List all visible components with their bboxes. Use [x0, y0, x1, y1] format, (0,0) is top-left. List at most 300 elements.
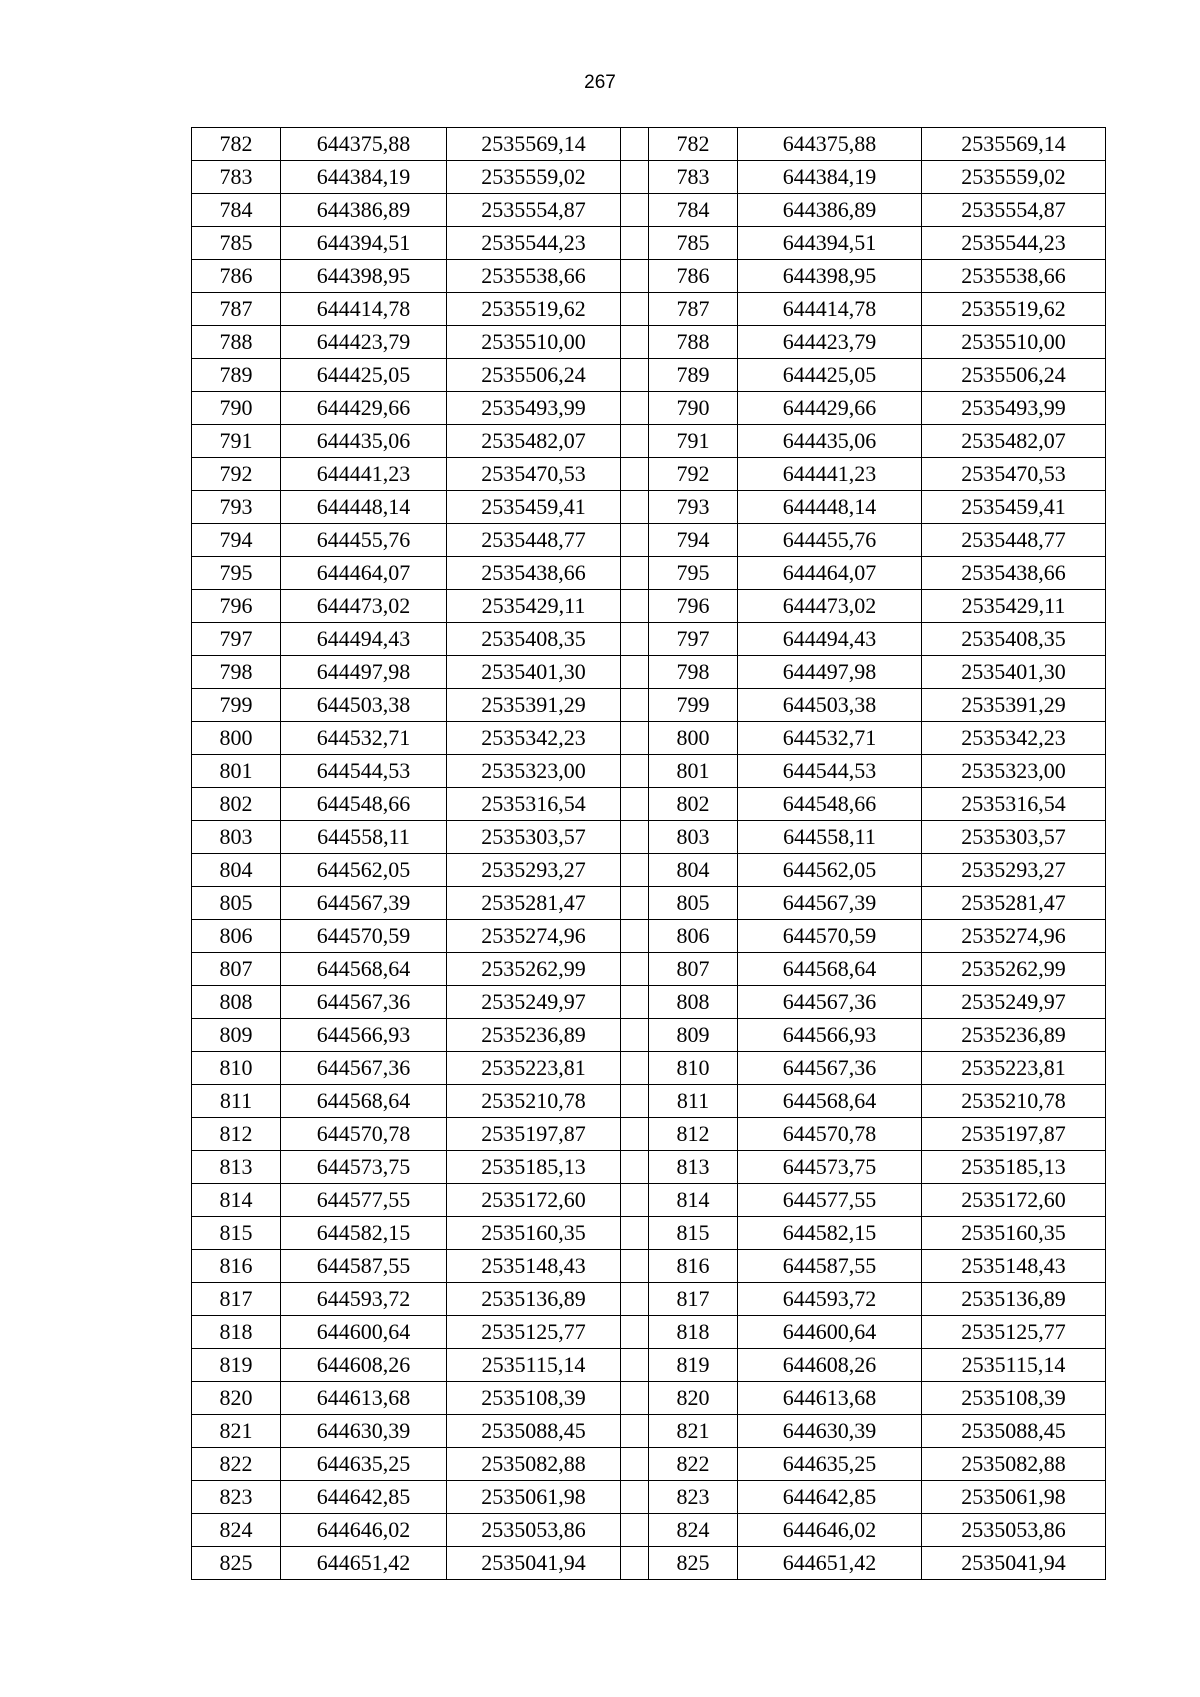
x-coordinate-2-cell: 644613,68: [738, 1382, 922, 1415]
spacer-cell: [621, 1382, 649, 1415]
y-coordinate-cell: 2535470,53: [447, 458, 621, 491]
point-number-2-cell: 804: [649, 854, 738, 887]
y-coordinate-2-cell: 2535160,35: [922, 1217, 1106, 1250]
point-number-2-cell: 794: [649, 524, 738, 557]
point-number-2-cell: 801: [649, 755, 738, 788]
point-number-cell: 794: [192, 524, 281, 557]
y-coordinate-2-cell: 2535559,02: [922, 161, 1106, 194]
spacer-cell: [621, 689, 649, 722]
x-coordinate-cell: 644568,64: [281, 953, 447, 986]
table-row: [192, 260, 1106, 293]
x-coordinate-cell: 644642,85: [281, 1481, 447, 1514]
point-number-2-cell: 795: [649, 557, 738, 590]
table-row: [192, 1415, 1106, 1448]
point-number-cell: 788: [192, 326, 281, 359]
y-coordinate-2-cell: 2535544,23: [922, 227, 1106, 260]
y-coordinate-cell: 2535569,14: [447, 128, 621, 161]
y-coordinate-2-cell: 2535303,57: [922, 821, 1106, 854]
spacer-cell: [621, 1349, 649, 1382]
point-number-cell: 790: [192, 392, 281, 425]
point-number-cell: 819: [192, 1349, 281, 1382]
y-coordinate-cell: 2535223,81: [447, 1052, 621, 1085]
table-row: [192, 1019, 1106, 1052]
point-number-2-cell: 818: [649, 1316, 738, 1349]
x-coordinate-cell: 644558,11: [281, 821, 447, 854]
x-coordinate-2-cell: 644464,07: [738, 557, 922, 590]
y-coordinate-2-cell: 2535223,81: [922, 1052, 1106, 1085]
y-coordinate-2-cell: 2535519,62: [922, 293, 1106, 326]
spacer-cell: [621, 161, 649, 194]
point-number-cell: 786: [192, 260, 281, 293]
spacer-cell: [621, 227, 649, 260]
spacer-cell: [621, 986, 649, 1019]
x-coordinate-cell: 644423,79: [281, 326, 447, 359]
x-coordinate-cell: 644435,06: [281, 425, 447, 458]
point-number-cell: 782: [192, 128, 281, 161]
x-coordinate-cell: 644548,66: [281, 788, 447, 821]
x-coordinate-2-cell: 644573,75: [738, 1151, 922, 1184]
point-number-cell: 800: [192, 722, 281, 755]
y-coordinate-cell: 2535506,24: [447, 359, 621, 392]
spacer-cell: [621, 722, 649, 755]
point-number-cell: 799: [192, 689, 281, 722]
point-number-2-cell: 809: [649, 1019, 738, 1052]
y-coordinate-2-cell: 2535082,88: [922, 1448, 1106, 1481]
spacer-cell: [621, 1052, 649, 1085]
y-coordinate-cell: 2535115,14: [447, 1349, 621, 1382]
y-coordinate-cell: 2535274,96: [447, 920, 621, 953]
y-coordinate-2-cell: 2535408,35: [922, 623, 1106, 656]
point-number-2-cell: 822: [649, 1448, 738, 1481]
x-coordinate-2-cell: 644567,36: [738, 986, 922, 1019]
y-coordinate-cell: 2535125,77: [447, 1316, 621, 1349]
y-coordinate-2-cell: 2535236,89: [922, 1019, 1106, 1052]
point-number-cell: 808: [192, 986, 281, 1019]
point-number-2-cell: 817: [649, 1283, 738, 1316]
x-coordinate-cell: 644613,68: [281, 1382, 447, 1415]
x-coordinate-cell: 644608,26: [281, 1349, 447, 1382]
x-coordinate-2-cell: 644587,55: [738, 1250, 922, 1283]
y-coordinate-cell: 2535249,97: [447, 986, 621, 1019]
y-coordinate-cell: 2535342,23: [447, 722, 621, 755]
table-row: [192, 1118, 1106, 1151]
y-coordinate-2-cell: 2535554,87: [922, 194, 1106, 227]
y-coordinate-2-cell: 2535470,53: [922, 458, 1106, 491]
x-coordinate-2-cell: 644423,79: [738, 326, 922, 359]
point-number-2-cell: 820: [649, 1382, 738, 1415]
point-number-2-cell: 825: [649, 1547, 738, 1580]
point-number-2-cell: 808: [649, 986, 738, 1019]
point-number-cell: 817: [192, 1283, 281, 1316]
spacer-cell: [621, 1481, 649, 1514]
x-coordinate-2-cell: 644435,06: [738, 425, 922, 458]
y-coordinate-cell: 2535316,54: [447, 788, 621, 821]
point-number-2-cell: 782: [649, 128, 738, 161]
point-number-2-cell: 802: [649, 788, 738, 821]
point-number-2-cell: 799: [649, 689, 738, 722]
y-coordinate-cell: 2535538,66: [447, 260, 621, 293]
x-coordinate-2-cell: 644642,85: [738, 1481, 922, 1514]
spacer-cell: [621, 557, 649, 590]
y-coordinate-2-cell: 2535493,99: [922, 392, 1106, 425]
spacer-cell: [621, 788, 649, 821]
x-coordinate-2-cell: 644646,02: [738, 1514, 922, 1547]
point-number-2-cell: 792: [649, 458, 738, 491]
y-coordinate-2-cell: 2535316,54: [922, 788, 1106, 821]
x-coordinate-2-cell: 644558,11: [738, 821, 922, 854]
y-coordinate-2-cell: 2535210,78: [922, 1085, 1106, 1118]
point-number-cell: 824: [192, 1514, 281, 1547]
x-coordinate-cell: 644398,95: [281, 260, 447, 293]
point-number-cell: 825: [192, 1547, 281, 1580]
table-row: [192, 161, 1106, 194]
x-coordinate-2-cell: 644630,39: [738, 1415, 922, 1448]
y-coordinate-2-cell: 2535088,45: [922, 1415, 1106, 1448]
point-number-2-cell: 816: [649, 1250, 738, 1283]
x-coordinate-2-cell: 644414,78: [738, 293, 922, 326]
point-number-2-cell: 815: [649, 1217, 738, 1250]
x-coordinate-cell: 644386,89: [281, 194, 447, 227]
point-number-cell: 791: [192, 425, 281, 458]
x-coordinate-2-cell: 644593,72: [738, 1283, 922, 1316]
x-coordinate-cell: 644570,78: [281, 1118, 447, 1151]
x-coordinate-cell: 644464,07: [281, 557, 447, 590]
point-number-2-cell: 789: [649, 359, 738, 392]
table-row: [192, 1382, 1106, 1415]
y-coordinate-2-cell: 2535569,14: [922, 128, 1106, 161]
spacer-cell: [621, 1415, 649, 1448]
x-coordinate-cell: 644582,15: [281, 1217, 447, 1250]
y-coordinate-cell: 2535544,23: [447, 227, 621, 260]
table-row: [192, 1151, 1106, 1184]
y-coordinate-cell: 2535482,07: [447, 425, 621, 458]
table-row: [192, 689, 1106, 722]
point-number-cell: 821: [192, 1415, 281, 1448]
point-number-2-cell: 823: [649, 1481, 738, 1514]
point-number-cell: 820: [192, 1382, 281, 1415]
y-coordinate-2-cell: 2535053,86: [922, 1514, 1106, 1547]
x-coordinate-cell: 644568,64: [281, 1085, 447, 1118]
point-number-2-cell: 821: [649, 1415, 738, 1448]
x-coordinate-2-cell: 644562,05: [738, 854, 922, 887]
table-row: [192, 920, 1106, 953]
table-row: [192, 1052, 1106, 1085]
point-number-2-cell: 807: [649, 953, 738, 986]
x-coordinate-2-cell: 644567,39: [738, 887, 922, 920]
y-coordinate-2-cell: 2535391,29: [922, 689, 1106, 722]
spacer-cell: [621, 359, 649, 392]
spacer-cell: [621, 1184, 649, 1217]
x-coordinate-2-cell: 644548,66: [738, 788, 922, 821]
y-coordinate-2-cell: 2535197,87: [922, 1118, 1106, 1151]
table-row: [192, 293, 1106, 326]
x-coordinate-cell: 644384,19: [281, 161, 447, 194]
x-coordinate-cell: 644394,51: [281, 227, 447, 260]
spacer-cell: [621, 392, 649, 425]
y-coordinate-2-cell: 2535506,24: [922, 359, 1106, 392]
x-coordinate-2-cell: 644497,98: [738, 656, 922, 689]
spacer-cell: [621, 656, 649, 689]
x-coordinate-cell: 644630,39: [281, 1415, 447, 1448]
y-coordinate-cell: 2535262,99: [447, 953, 621, 986]
point-number-cell: 793: [192, 491, 281, 524]
x-coordinate-2-cell: 644568,64: [738, 953, 922, 986]
point-number-2-cell: 788: [649, 326, 738, 359]
x-coordinate-2-cell: 644570,59: [738, 920, 922, 953]
point-number-2-cell: 791: [649, 425, 738, 458]
table-row: [192, 1349, 1106, 1382]
point-number-2-cell: 783: [649, 161, 738, 194]
x-coordinate-cell: 644497,98: [281, 656, 447, 689]
table-row: [192, 1316, 1106, 1349]
x-coordinate-cell: 644635,25: [281, 1448, 447, 1481]
y-coordinate-cell: 2535429,11: [447, 590, 621, 623]
y-coordinate-cell: 2535448,77: [447, 524, 621, 557]
x-coordinate-cell: 644600,64: [281, 1316, 447, 1349]
y-coordinate-cell: 2535088,45: [447, 1415, 621, 1448]
y-coordinate-2-cell: 2535438,66: [922, 557, 1106, 590]
y-coordinate-2-cell: 2535061,98: [922, 1481, 1106, 1514]
x-coordinate-2-cell: 644441,23: [738, 458, 922, 491]
x-coordinate-2-cell: 644635,25: [738, 1448, 922, 1481]
x-coordinate-2-cell: 644566,93: [738, 1019, 922, 1052]
table-row: [192, 359, 1106, 392]
y-coordinate-2-cell: 2535172,60: [922, 1184, 1106, 1217]
y-coordinate-cell: 2535459,41: [447, 491, 621, 524]
x-coordinate-cell: 644441,23: [281, 458, 447, 491]
y-coordinate-2-cell: 2535459,41: [922, 491, 1106, 524]
x-coordinate-cell: 644646,02: [281, 1514, 447, 1547]
table-row: [192, 227, 1106, 260]
y-coordinate-cell: 2535185,13: [447, 1151, 621, 1184]
y-coordinate-cell: 2535281,47: [447, 887, 621, 920]
point-number-cell: 784: [192, 194, 281, 227]
table-row: [192, 194, 1106, 227]
y-coordinate-cell: 2535493,99: [447, 392, 621, 425]
x-coordinate-2-cell: 644532,71: [738, 722, 922, 755]
table-row: [192, 854, 1106, 887]
table-row: [192, 1514, 1106, 1547]
y-coordinate-cell: 2535438,66: [447, 557, 621, 590]
x-coordinate-2-cell: 644608,26: [738, 1349, 922, 1382]
table-row: [192, 425, 1106, 458]
point-number-2-cell: 786: [649, 260, 738, 293]
y-coordinate-2-cell: 2535108,39: [922, 1382, 1106, 1415]
x-coordinate-2-cell: 644455,76: [738, 524, 922, 557]
y-coordinate-cell: 2535559,02: [447, 161, 621, 194]
y-coordinate-cell: 2535136,89: [447, 1283, 621, 1316]
x-coordinate-2-cell: 644582,15: [738, 1217, 922, 1250]
x-coordinate-2-cell: 644651,42: [738, 1547, 922, 1580]
spacer-cell: [621, 590, 649, 623]
point-number-cell: 809: [192, 1019, 281, 1052]
coordinates-table-body: [192, 128, 1106, 1580]
x-coordinate-2-cell: 644544,53: [738, 755, 922, 788]
y-coordinate-cell: 2535108,39: [447, 1382, 621, 1415]
point-number-2-cell: 812: [649, 1118, 738, 1151]
point-number-2-cell: 824: [649, 1514, 738, 1547]
table-row: [192, 392, 1106, 425]
table-row: [192, 953, 1106, 986]
y-coordinate-2-cell: 2535510,00: [922, 326, 1106, 359]
spacer-cell: [621, 1217, 649, 1250]
point-number-cell: 810: [192, 1052, 281, 1085]
y-coordinate-2-cell: 2535293,27: [922, 854, 1106, 887]
spacer-cell: [621, 623, 649, 656]
x-coordinate-cell: 644577,55: [281, 1184, 447, 1217]
x-coordinate-cell: 644494,43: [281, 623, 447, 656]
x-coordinate-cell: 644566,93: [281, 1019, 447, 1052]
x-coordinate-2-cell: 644568,64: [738, 1085, 922, 1118]
x-coordinate-2-cell: 644448,14: [738, 491, 922, 524]
table-row: [192, 1217, 1106, 1250]
y-coordinate-cell: 2535236,89: [447, 1019, 621, 1052]
point-number-2-cell: 806: [649, 920, 738, 953]
x-coordinate-2-cell: 644375,88: [738, 128, 922, 161]
point-number-2-cell: 796: [649, 590, 738, 623]
y-coordinate-cell: 2535554,87: [447, 194, 621, 227]
x-coordinate-2-cell: 644473,02: [738, 590, 922, 623]
x-coordinate-cell: 644414,78: [281, 293, 447, 326]
coordinates-table: [191, 127, 1106, 1580]
x-coordinate-2-cell: 644429,66: [738, 392, 922, 425]
point-number-cell: 812: [192, 1118, 281, 1151]
spacer-cell: [621, 425, 649, 458]
y-coordinate-2-cell: 2535538,66: [922, 260, 1106, 293]
y-coordinate-cell: 2535172,60: [447, 1184, 621, 1217]
x-coordinate-2-cell: 644425,05: [738, 359, 922, 392]
y-coordinate-2-cell: 2535274,96: [922, 920, 1106, 953]
spacer-cell: [621, 293, 649, 326]
y-coordinate-cell: 2535148,43: [447, 1250, 621, 1283]
y-coordinate-2-cell: 2535136,89: [922, 1283, 1106, 1316]
table-row: [192, 590, 1106, 623]
y-coordinate-cell: 2535323,00: [447, 755, 621, 788]
point-number-cell: 789: [192, 359, 281, 392]
point-number-cell: 805: [192, 887, 281, 920]
spacer-cell: [621, 1547, 649, 1580]
table-row: [192, 1448, 1106, 1481]
spacer-cell: [621, 1019, 649, 1052]
point-number-cell: 806: [192, 920, 281, 953]
y-coordinate-2-cell: 2535262,99: [922, 953, 1106, 986]
x-coordinate-2-cell: 644600,64: [738, 1316, 922, 1349]
table-row: [192, 1481, 1106, 1514]
spacer-cell: [621, 887, 649, 920]
table-row: [192, 491, 1106, 524]
point-number-cell: 815: [192, 1217, 281, 1250]
spacer-cell: [621, 194, 649, 227]
x-coordinate-cell: 644567,36: [281, 1052, 447, 1085]
y-coordinate-cell: 2535510,00: [447, 326, 621, 359]
point-number-2-cell: 797: [649, 623, 738, 656]
table-row: [192, 623, 1106, 656]
table-row: [192, 722, 1106, 755]
spacer-cell: [621, 1283, 649, 1316]
y-coordinate-cell: 2535519,62: [447, 293, 621, 326]
spacer-cell: [621, 1250, 649, 1283]
x-coordinate-cell: 644544,53: [281, 755, 447, 788]
point-number-2-cell: 805: [649, 887, 738, 920]
table-row: [192, 1547, 1106, 1580]
spacer-cell: [621, 260, 649, 293]
y-coordinate-cell: 2535061,98: [447, 1481, 621, 1514]
spacer-cell: [621, 128, 649, 161]
point-number-2-cell: 819: [649, 1349, 738, 1382]
spacer-cell: [621, 1448, 649, 1481]
point-number-cell: 822: [192, 1448, 281, 1481]
point-number-cell: 823: [192, 1481, 281, 1514]
y-coordinate-cell: 2535053,86: [447, 1514, 621, 1547]
point-number-2-cell: 810: [649, 1052, 738, 1085]
page-number: 267: [584, 72, 616, 93]
y-coordinate-cell: 2535391,29: [447, 689, 621, 722]
spacer-cell: [621, 854, 649, 887]
point-number-cell: 811: [192, 1085, 281, 1118]
spacer-cell: [621, 1118, 649, 1151]
x-coordinate-cell: 644532,71: [281, 722, 447, 755]
point-number-cell: 796: [192, 590, 281, 623]
table-row: [192, 524, 1106, 557]
spacer-cell: [621, 326, 649, 359]
table-row: [192, 788, 1106, 821]
x-coordinate-2-cell: 644384,19: [738, 161, 922, 194]
point-number-2-cell: 798: [649, 656, 738, 689]
y-coordinate-2-cell: 2535249,97: [922, 986, 1106, 1019]
point-number-2-cell: 813: [649, 1151, 738, 1184]
x-coordinate-cell: 644503,38: [281, 689, 447, 722]
x-coordinate-cell: 644562,05: [281, 854, 447, 887]
table-row: [192, 821, 1106, 854]
table-row: [192, 1085, 1106, 1118]
point-number-cell: 813: [192, 1151, 281, 1184]
spacer-cell: [621, 1085, 649, 1118]
point-number-2-cell: 814: [649, 1184, 738, 1217]
x-coordinate-cell: 644455,76: [281, 524, 447, 557]
x-coordinate-2-cell: 644398,95: [738, 260, 922, 293]
point-number-cell: 797: [192, 623, 281, 656]
point-number-cell: 783: [192, 161, 281, 194]
y-coordinate-2-cell: 2535125,77: [922, 1316, 1106, 1349]
table-row: [192, 755, 1106, 788]
y-coordinate-2-cell: 2535401,30: [922, 656, 1106, 689]
x-coordinate-2-cell: 644394,51: [738, 227, 922, 260]
table-row: [192, 326, 1106, 359]
x-coordinate-cell: 644448,14: [281, 491, 447, 524]
point-number-2-cell: 793: [649, 491, 738, 524]
x-coordinate-2-cell: 644386,89: [738, 194, 922, 227]
y-coordinate-2-cell: 2535429,11: [922, 590, 1106, 623]
point-number-2-cell: 790: [649, 392, 738, 425]
point-number-2-cell: 800: [649, 722, 738, 755]
x-coordinate-2-cell: 644503,38: [738, 689, 922, 722]
table-row: [192, 1283, 1106, 1316]
x-coordinate-2-cell: 644567,36: [738, 1052, 922, 1085]
point-number-cell: 803: [192, 821, 281, 854]
point-number-cell: 795: [192, 557, 281, 590]
y-coordinate-cell: 2535082,88: [447, 1448, 621, 1481]
x-coordinate-cell: 644425,05: [281, 359, 447, 392]
y-coordinate-cell: 2535160,35: [447, 1217, 621, 1250]
y-coordinate-2-cell: 2535482,07: [922, 425, 1106, 458]
point-number-cell: 785: [192, 227, 281, 260]
point-number-cell: 787: [192, 293, 281, 326]
spacer-cell: [621, 458, 649, 491]
table-row: [192, 887, 1106, 920]
y-coordinate-2-cell: 2535342,23: [922, 722, 1106, 755]
x-coordinate-cell: 644429,66: [281, 392, 447, 425]
y-coordinate-2-cell: 2535115,14: [922, 1349, 1106, 1382]
